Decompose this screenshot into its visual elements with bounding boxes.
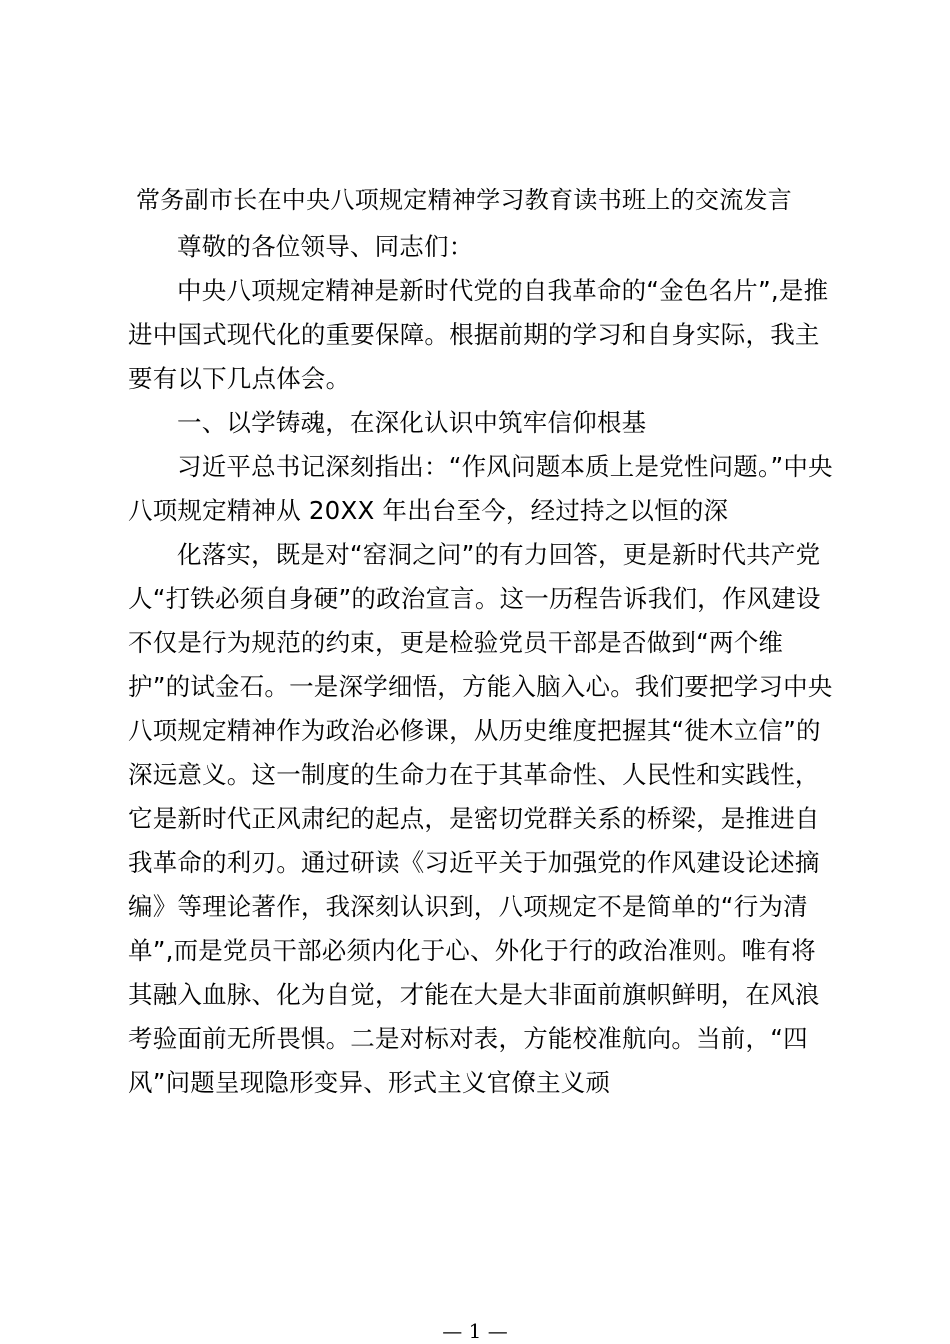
- document-body: [128, 225, 834, 1105]
- salutation: 尊敬的各位领导、同志们：: [177, 232, 474, 261]
- body-paragraph: 习近平总书记深刻指出：“作风问题本质上是党性问题。”中央八项规定精神从 20XX 年出台至今，经过持之以恒的深: [128, 452, 833, 525]
- page-number: — 1 —: [442, 1319, 508, 1343]
- document-title: 常务副市长在中央八项规定精神学习教育读书班上的交流发言: [136, 186, 793, 214]
- body-paragraph: 化落实，既是对“窑洞之问”的有力回答，更是新时代共产党人“打铁必须自身硬”的政治宣言。这一历程告诉我们，作风建设不仅是行为规范的约束，更是检验党员干部是否做到“两个维护”的试金石。一是深学细悟，方能入脑入心。我们要把学习中央八项规定精神作为政治必修课，从历史维度把握其“徙木立信”的深远意义。这一制度的生命力在于其革命性、人民性和实践性，它是新时代正风肃纪的起点，是密切党群关系的桥梁，是推进自我革命的利刃。通过研读《习近平关于加强党的作风建设论述摘编》等理论著作，我深刻认识到，八项规定不是简单的“行为清单”,而是党员干部必须内化于心、外化于行的政治准则。唯有将其融入血脉、化为自觉，才能在大是大非面前旗帜鲜明，在风浪考验面前无所畏惧。二是对标对表，方能校准航向。当前，“四风”问题呈现隐形变异、形式主义官僚主义顽: [128, 540, 833, 1097]
- body-paragraph: 中央八项规定精神是新时代党的自我革命的“金色名片”,是推进中国式现代化的重要保障。根据前期的学习和自身实际，我主要有以下几点体会。: [128, 276, 829, 393]
- section-heading: 一、以学铸魂，在深化认识中筑牢信仰根基: [177, 408, 647, 437]
